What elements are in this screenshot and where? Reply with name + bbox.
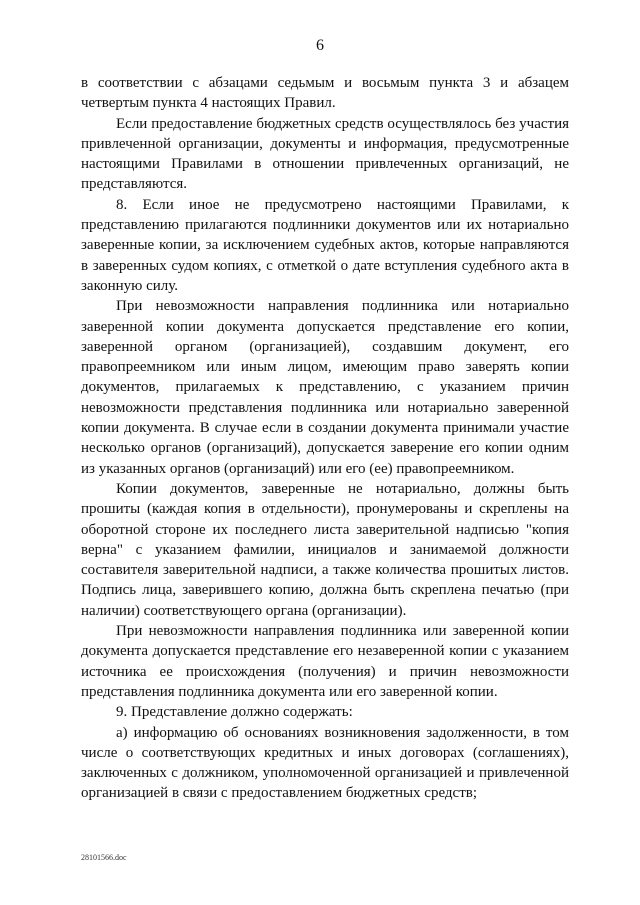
paragraph: При невозможности направления подлинника или заверенной копии документа допускается представление его незаверенной копии с указанием источника ее происхождения (получения) и причин невозможности представления подлинника документа или его заверенной копии. <box>81 623 569 700</box>
document-body <box>81 73 569 804</box>
file-code: 28101566.doc <box>81 853 127 862</box>
paragraph-section-8: 8. Если иное не предусмотрено настоящими Правилами, к представлению прилагаются подлинники документов или их нотариально заверенные копии, за исключением судебных актов, которые направляются в заверенных судом копиях, с отметкой о дате вступления судебного акта в законную силу. <box>81 196 569 294</box>
paragraph: в соответствии с абзацами седьмым и восьмым пункта 3 и абзацем четвертым пункта 4 настоящих Правил. <box>81 75 569 112</box>
paragraph: Если предоставление бюджетных средств осуществлялось без участия привлеченной организации, документы и информация, предусмотренные настоящими Правилами в отношении привлеченных организаций, не представляются. <box>81 115 569 193</box>
paragraph-section-9: 9. Представление должно содержать: <box>116 704 353 721</box>
paragraph: Копии документов, заверенные не нотариально, должны быть прошиты (каждая копия в отдельности), пронумерованы и скреплены на оборотной стороне их последнего листа заверительной надписью "копия верна" с указанием фамилии, инициалов и занимаемой должности составителя заверительной надписи, а также количества прошитых листов. Подпись лица, заверившего копию, должна быть скреплена печатью (при наличии) соответствующего органа (организации). <box>81 480 569 619</box>
list-item-a: а) информацию об основаниях возникновения задолженности, в том числе о соответствующих кредитных и иных договорах (соглашениях), заключенных с должником, уполномоченной организацией и привлеченной организацией в связи с предоставлением бюджетных средств; <box>81 724 569 802</box>
page-number: 6 <box>316 37 324 54</box>
paragraph: При невозможности направления подлинника или нотариально заверенной копии документа допускается представление его копии, заверенной органом (организацией), создавшим документ, его правопреемником или иным лицом, имеющим право заверять копии документов, прилагаемых к представлению, с указанием причин невозможности представления подлинника или нотариально заверенной копии документа. В случае если в создании документа принимали участие несколько органов (организаций), допускается заверение его копии одним из указанных органов (организаций) или его (ее) правопреемником. <box>81 298 569 477</box>
